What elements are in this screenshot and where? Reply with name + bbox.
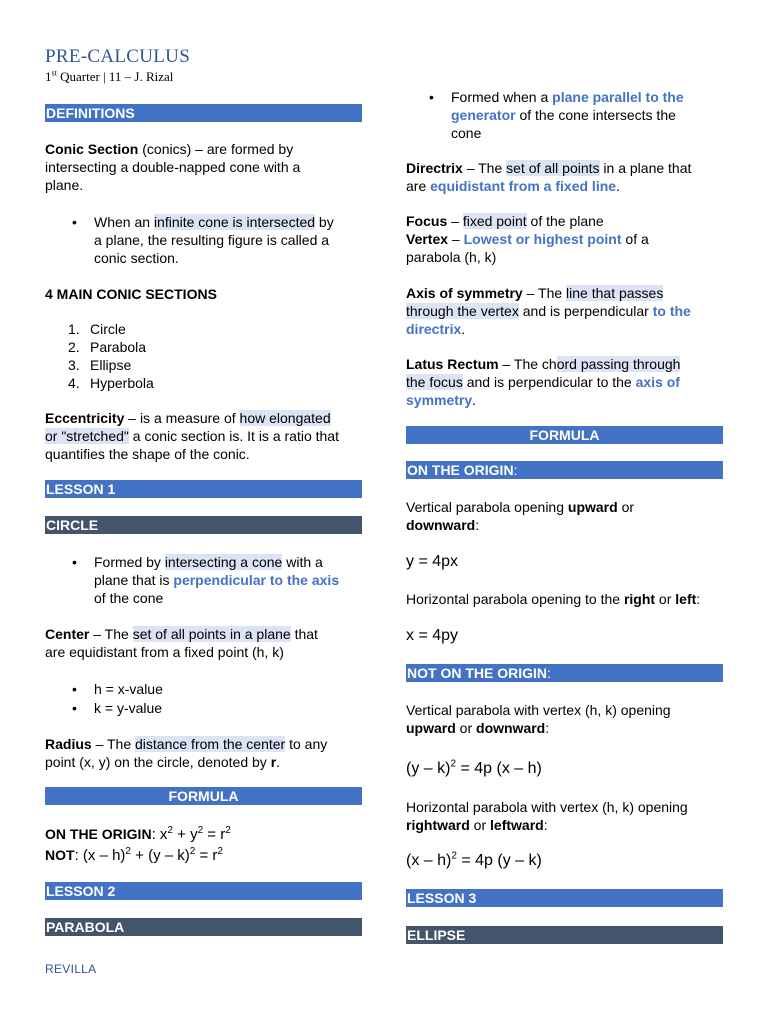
sup2: 2 — [189, 846, 196, 857]
vv-or: or — [455, 720, 477, 736]
radius-text-a: – The — [91, 736, 136, 752]
radius-period: . — [276, 754, 281, 770]
bullet1-line3: conic section. — [94, 250, 179, 266]
subtitle-quarter-number: 1 — [45, 69, 52, 84]
vertical-parabola-desc — [406, 498, 723, 534]
latus-rectum-definition — [406, 355, 723, 409]
hv-or: or — [469, 817, 491, 833]
document-subtitle — [45, 69, 173, 85]
not-on-origin-colon: : — [547, 665, 551, 681]
conic-def-line1: (conics) – are formed by — [138, 141, 294, 157]
focus-text-b: of the plane — [526, 213, 604, 229]
center-definition — [45, 625, 362, 661]
circle-origin-formula — [45, 824, 231, 845]
list-number: 4. — [68, 375, 80, 391]
center-term: Center — [45, 626, 90, 642]
parabola-bullet-text-b: of the cone intersects the — [515, 107, 676, 123]
sup2: 2 — [197, 825, 204, 836]
sup2: 2 — [450, 758, 457, 770]
axis-blue2: directrix — [406, 321, 462, 337]
directrix-period: . — [616, 178, 620, 194]
axis-highlight2: through the vertex — [406, 303, 519, 319]
origin-label: ON THE ORIGIN — [45, 826, 152, 842]
hk-bullet-1 — [72, 680, 272, 698]
radius-r: r — [270, 754, 277, 770]
circle-bullet-blue: perpendicular to the axis — [173, 572, 340, 588]
vv-line1: Vertical parabola with vertex (h, k) opening — [406, 702, 671, 718]
list-number: 2. — [68, 339, 80, 355]
latus-blue2: symmetry — [406, 392, 473, 408]
not-eq-c: = r — [195, 847, 218, 864]
eq4-a: (x – h) — [406, 852, 452, 869]
subtitle-text: Quarter | 11 – J. Rizal — [56, 69, 174, 84]
directrix-highlight: set of all points — [506, 160, 600, 176]
latus-term: Latus Rectum — [406, 356, 499, 372]
radius-definition — [45, 735, 362, 771]
origin-eq-b: + y — [172, 826, 198, 843]
radius-text-b: to any — [285, 736, 328, 752]
ecc-highlight1: how elongated — [239, 410, 331, 426]
bullet-dot-icon: • — [72, 700, 77, 716]
sup2: 2 — [125, 846, 131, 857]
lesson1-bar: LESSON 1 — [45, 480, 362, 498]
circle-not-origin-formula — [45, 845, 223, 866]
h-value-text: h = x-value — [94, 681, 163, 697]
list-number: 3. — [68, 357, 80, 373]
center-text-b: that — [290, 626, 318, 642]
vertex-text-a: – — [448, 231, 464, 247]
on-origin-bar — [406, 461, 723, 479]
conic-section-definition — [45, 140, 362, 194]
eq3-b: = 4p (x – h) — [456, 760, 542, 777]
not-on-origin-bar — [406, 664, 723, 682]
horizontal-vertex-desc — [406, 798, 726, 834]
document-title: PRE-CALCULUS — [45, 46, 191, 67]
axis-period: . — [461, 321, 466, 337]
not-eq-a: : (x – h) — [74, 847, 126, 864]
bullet-dot-icon: • — [429, 89, 434, 105]
hv-line1: Horizontal parabola with vertex (h, k) opening — [406, 799, 688, 815]
horiz-left: left — [675, 591, 697, 607]
vertex-blue: Lowest or highest point — [463, 231, 622, 247]
eq-vertical-vertex — [406, 759, 542, 779]
eccentricity-definition — [45, 409, 365, 463]
axis-definition — [406, 284, 723, 338]
latus-text-a: – The ch — [498, 356, 557, 372]
center-text-a: – The — [89, 626, 133, 642]
directrix-term: Directrix — [406, 160, 463, 176]
vert-or: or — [617, 499, 635, 515]
hv-leftward: leftward — [490, 817, 544, 833]
on-origin-label: ON THE ORIGIN — [407, 462, 514, 478]
axis-text-b: and is perpendicular — [518, 303, 653, 319]
lesson3-bar: LESSON 3 — [406, 889, 723, 907]
vert-upward: upward — [567, 499, 618, 515]
vv-downward: downward — [476, 720, 546, 736]
footer-author: REVILLA — [45, 962, 97, 976]
directrix-line2a: are — [406, 178, 431, 194]
horiz-colon: : — [696, 591, 701, 607]
horizontal-parabola-desc — [406, 590, 726, 608]
vert-downward: downward — [406, 517, 476, 533]
circle-bullet-highlight: intersecting a cone — [164, 554, 283, 570]
directrix-definition — [406, 159, 723, 195]
not-eq-b: + (y – k) — [130, 847, 190, 864]
eccentricity-term: Eccentricity — [45, 410, 125, 426]
list-number: 1. — [68, 321, 80, 337]
sup2: 2 — [217, 846, 223, 857]
center-highlight: set of all points in a plane — [132, 626, 291, 642]
hv-colon: : — [543, 817, 548, 833]
horiz-text-a: Horizontal parabola opening to the — [406, 591, 624, 607]
eq-y-4px: y = 4px — [406, 553, 459, 570]
on-origin-colon: : — [513, 462, 518, 478]
axis-text-a: – The — [522, 285, 567, 301]
eq4-b: = 4p (y – k) — [456, 852, 542, 869]
list-item-parabola: Parabola — [90, 339, 147, 355]
circle-bullet-text-a: Formed by — [94, 554, 165, 570]
conic-def-line2: intersecting a double-napped cone with a — [45, 159, 301, 175]
axis-term: Axis of symmetry — [406, 285, 523, 301]
bullet-dot-icon: • — [72, 214, 77, 230]
bullet1-text-b: by — [315, 214, 334, 230]
bullet1-line2: a plane, the resulting figure is called a — [94, 232, 330, 248]
not-label: NOT — [45, 847, 75, 863]
sup2: 2 — [225, 825, 231, 836]
bullet1-highlight: infinite cone is intersected — [153, 214, 316, 230]
axis-highlight1: line that passes — [566, 285, 664, 301]
latus-highlight2: the focus — [406, 374, 463, 390]
ecc-line3: quantifies the shape of the conic. — [45, 446, 250, 462]
conic-section-term: Conic Section — [45, 141, 139, 157]
directrix-blue: equidistant from a fixed line — [430, 178, 617, 194]
vertical-vertex-desc — [406, 701, 726, 737]
latus-blue1: axis of — [635, 374, 680, 390]
subtitle-ordinal: st — [51, 68, 57, 78]
k-value-text: k = y-value — [94, 700, 163, 716]
focus-text-a: – — [447, 213, 463, 229]
parabola-formula-bar: FORMULA — [406, 426, 723, 444]
eq3-a: (y – k) — [406, 760, 451, 777]
circle-bar: CIRCLE — [45, 516, 362, 534]
list-item-hyperbola: Hyperbola — [90, 375, 154, 391]
vv-upward: upward — [406, 720, 456, 736]
sup2: 2 — [451, 850, 457, 862]
vertex-text-b: of a — [621, 231, 649, 247]
radius-term: Radius — [45, 736, 92, 752]
conic-sections-list — [68, 320, 268, 392]
conic-def-line3: plane. — [45, 177, 84, 193]
center-line2: are equidistant from a fixed point (h, k) — [45, 644, 284, 660]
ecc-text-a: – is a measure of — [124, 410, 240, 426]
definitions-bar: DEFINITIONS — [45, 104, 362, 122]
latus-period: . — [472, 392, 477, 408]
latus-text-b: and is perpendicular to the — [462, 374, 636, 390]
origin-eq-a: : x — [151, 826, 168, 843]
bullet-dot-icon: • — [72, 554, 77, 570]
main-conic-heading: 4 MAIN CONIC SECTIONS — [45, 286, 217, 302]
horiz-or: or — [655, 591, 676, 607]
focus-highlight: fixed point — [462, 213, 527, 229]
directrix-text-a: – The — [462, 160, 507, 176]
vertex-term: Vertex — [406, 231, 449, 247]
radius-line2a: point (x, y) on the circle, denoted by — [45, 754, 271, 770]
ecc-text-b: a conic section is. It is a ratio that — [128, 428, 339, 444]
directrix-text-b: in a plane that — [599, 160, 692, 176]
eq-x-4py: x = 4py — [406, 627, 459, 644]
horiz-right: right — [623, 591, 656, 607]
circle-formula-bar: FORMULA — [45, 787, 362, 805]
lesson2-bar: LESSON 2 — [45, 882, 362, 900]
vertex-line2: parabola (h, k) — [406, 249, 497, 265]
parabola-bullet-text-a: Formed when a — [451, 89, 553, 105]
ellipse-bar: ELLIPSE — [406, 926, 723, 944]
hk-bullet-2 — [72, 699, 272, 717]
latus-highlight1: ord passing through — [556, 356, 681, 372]
bullet1-text-a: When an — [94, 214, 154, 230]
ecc-highlight2: or "stretched" — [45, 428, 129, 444]
circle-bullet-line3: of the cone — [94, 590, 164, 606]
eq-horizontal-vertex — [406, 851, 542, 871]
vert-colon: : — [475, 517, 480, 533]
parabola-bar: PARABOLA — [45, 918, 362, 936]
not-on-origin-label: NOT ON THE ORIGIN — [407, 665, 547, 681]
bullet-dot-icon: • — [72, 681, 77, 697]
focus-vertex-definition — [406, 212, 723, 266]
list-item-circle: Circle — [90, 321, 126, 337]
focus-term: Focus — [406, 213, 448, 229]
radius-highlight: distance from the center — [135, 736, 286, 752]
circle-bullet-text-b: with a — [282, 554, 323, 570]
vert-text-a: Vertical parabola opening — [406, 499, 568, 515]
hv-rightward: rightward — [406, 817, 470, 833]
list-item-ellipse: Ellipse — [90, 357, 132, 373]
parabola-bullet-line3: cone — [451, 125, 482, 141]
axis-blue1: to the — [652, 303, 691, 319]
circle-bullet-line2a: plane that is — [94, 572, 174, 588]
sup2: 2 — [167, 825, 173, 836]
vv-colon: : — [545, 720, 550, 736]
origin-eq-c: = r — [203, 826, 226, 843]
parabola-bullet-blue1: plane parallel to the — [552, 89, 684, 105]
parabola-bullet-blue2: generator — [451, 107, 516, 123]
